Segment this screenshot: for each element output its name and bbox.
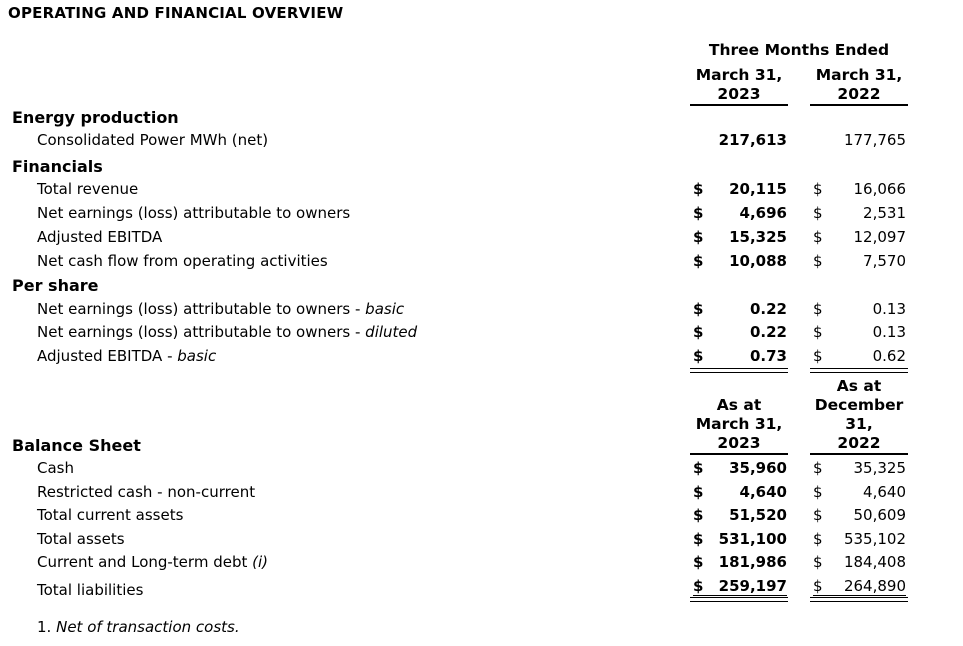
row-label-total-current-assets: Total current assets — [37, 506, 184, 524]
currency-2022-net-earnings: $ — [813, 204, 823, 222]
value-2022-total-assets: 535,102 — [843, 530, 906, 548]
value-2023-net-cash-flow: 10,088 — [729, 252, 787, 270]
currency-2023-net-cash-flow: $ — [693, 252, 704, 270]
value-2023-debt: 181,986 — [718, 553, 787, 571]
value-2023-cash: 35,960 — [729, 459, 787, 477]
currency-2023-restricted-cash: $ — [693, 483, 704, 501]
row-label-total-revenue: Total revenue — [37, 180, 139, 198]
value-2023-eps-diluted: 0.22 — [749, 323, 787, 341]
value-2022-net-earnings: 2,531 — [863, 204, 906, 222]
value-2023-restricted-cash: 4,640 — [739, 483, 787, 501]
currency-2022-eps-basic: $ — [813, 300, 823, 318]
value-2022-eps-basic: 0.13 — [872, 300, 906, 318]
currency-2023-total-assets: $ — [693, 530, 704, 548]
currency-2022-total-revenue: $ — [813, 180, 823, 198]
section-energy-production: Energy production — [12, 108, 179, 127]
header-col1-rule — [690, 104, 788, 106]
currency-2023-debt: $ — [693, 553, 704, 571]
value-2023-adjusted-ebitda: 15,325 — [729, 228, 787, 246]
bs-header-col2-line2: December — [814, 396, 904, 414]
currency-2023-cash: $ — [693, 459, 704, 477]
row-label-total-liabilities: Total liabilities — [37, 581, 144, 599]
value-2023-eps-basic: 0.22 — [749, 300, 787, 318]
header-col1-line1: March 31, — [695, 66, 783, 84]
value-2022-total-current-assets: 50,609 — [853, 506, 906, 524]
bs-header-col2-line4: 2022 — [837, 434, 881, 452]
section-per-share: Per share — [12, 276, 99, 295]
value-2023-ebitda-per-share: 0.73 — [749, 347, 787, 365]
currency-2022-ebitda-per-share: $ — [813, 347, 823, 365]
value-2022-total-liabilities: 264,890 — [843, 577, 906, 595]
bs-col1-double-rule — [690, 597, 788, 602]
row-label-adjusted-ebitda: Adjusted EBITDA — [37, 228, 163, 246]
header-col2-line2: 2022 — [837, 85, 881, 103]
value-2022-total-revenue: 16,066 — [853, 180, 906, 198]
currency-2022-debt: $ — [813, 553, 823, 571]
currency-2023-net-earnings: $ — [693, 204, 704, 222]
currency-2022-adjusted-ebitda: $ — [813, 228, 823, 246]
value-2023-total-revenue: 20,115 — [729, 180, 787, 198]
currency-2023-total-liabilities: $ — [693, 577, 704, 595]
currency-2023-adjusted-ebitda: $ — [693, 228, 704, 246]
row-label-eps-diluted: Net earnings (loss) attributable to owners - diluted — [37, 323, 418, 341]
currency-2023-eps-basic: $ — [693, 300, 704, 318]
currency-2022-total-liabilities: $ — [813, 577, 823, 595]
section-balance-sheet: Balance Sheet — [12, 436, 141, 455]
page-title: OPERATING AND FINANCIAL OVERVIEW — [8, 4, 344, 22]
currency-2023-ebitda-per-share: $ — [693, 347, 704, 365]
value-2023-total-assets: 531,100 — [718, 530, 787, 548]
bs-header-col1-rule — [690, 453, 788, 455]
bs-header-col1-line3: 2023 — [717, 434, 761, 452]
row-label-net-earnings: Net earnings (loss) attributable to owners — [37, 204, 351, 222]
value-2023-consolidated-power: 217,613 — [718, 131, 787, 149]
row-label-debt: Current and Long-term debt (i) — [37, 553, 268, 571]
bs-header-col2-line3: 31, — [845, 415, 873, 433]
per-share-col1-double-rule — [690, 368, 788, 373]
value-2022-debt: 184,408 — [843, 553, 906, 571]
header-three-months: Three Months Ended — [708, 41, 890, 59]
header-col2-rule — [810, 104, 908, 106]
row-label-consolidated-power: Consolidated Power MWh (net) — [37, 131, 269, 149]
row-label-ebitda-per-share: Adjusted EBITDA - basic — [37, 347, 217, 365]
bs-header-col1-line2: March 31, — [695, 415, 783, 433]
value-2022-eps-diluted: 0.13 — [872, 323, 906, 341]
row-label-total-assets: Total assets — [37, 530, 125, 548]
row-label-restricted-cash: Restricted cash - non-current — [37, 483, 256, 501]
row-label-eps-basic: Net earnings (loss) attributable to owners - basic — [37, 300, 405, 318]
bs-col2-double-rule — [810, 597, 908, 602]
value-2022-adjusted-ebitda: 12,097 — [853, 228, 906, 246]
footnote: 1. Net of transaction costs. — [37, 618, 240, 636]
bs-header-col1-line1: As at — [716, 396, 762, 414]
row-label-net-cash-flow: Net cash flow from operating activities — [37, 252, 328, 270]
value-2022-restricted-cash: 4,640 — [863, 483, 906, 501]
currency-2022-net-cash-flow: $ — [813, 252, 823, 270]
value-2023-total-liabilities: 259,197 — [718, 577, 787, 595]
per-share-col2-double-rule — [810, 368, 908, 373]
value-2022-consolidated-power: 177,765 — [843, 131, 906, 149]
section-financials: Financials — [12, 157, 103, 176]
bs-header-col2-rule — [810, 453, 908, 455]
value-2023-total-current-assets: 51,520 — [729, 506, 787, 524]
currency-2022-total-current-assets: $ — [813, 506, 823, 524]
currency-2022-restricted-cash: $ — [813, 483, 823, 501]
value-2022-net-cash-flow: 7,570 — [863, 252, 906, 270]
currency-2022-total-assets: $ — [813, 530, 823, 548]
header-col2-line1: March 31, — [815, 66, 903, 84]
total-liabilities-col1-underline — [693, 595, 787, 596]
row-label-cash: Cash — [37, 459, 74, 477]
header-col1-line2: 2023 — [717, 85, 761, 103]
value-2022-ebitda-per-share: 0.62 — [872, 347, 906, 365]
currency-2023-eps-diluted: $ — [693, 323, 704, 341]
total-liabilities-col2-underline — [813, 595, 906, 596]
currency-2022-cash: $ — [813, 459, 823, 477]
currency-2022-eps-diluted: $ — [813, 323, 823, 341]
value-2022-cash: 35,325 — [853, 459, 906, 477]
currency-2023-total-revenue: $ — [693, 180, 704, 198]
value-2023-net-earnings: 4,696 — [739, 204, 787, 222]
currency-2023-total-current-assets: $ — [693, 506, 704, 524]
bs-header-col2-line1: As at — [836, 377, 882, 395]
